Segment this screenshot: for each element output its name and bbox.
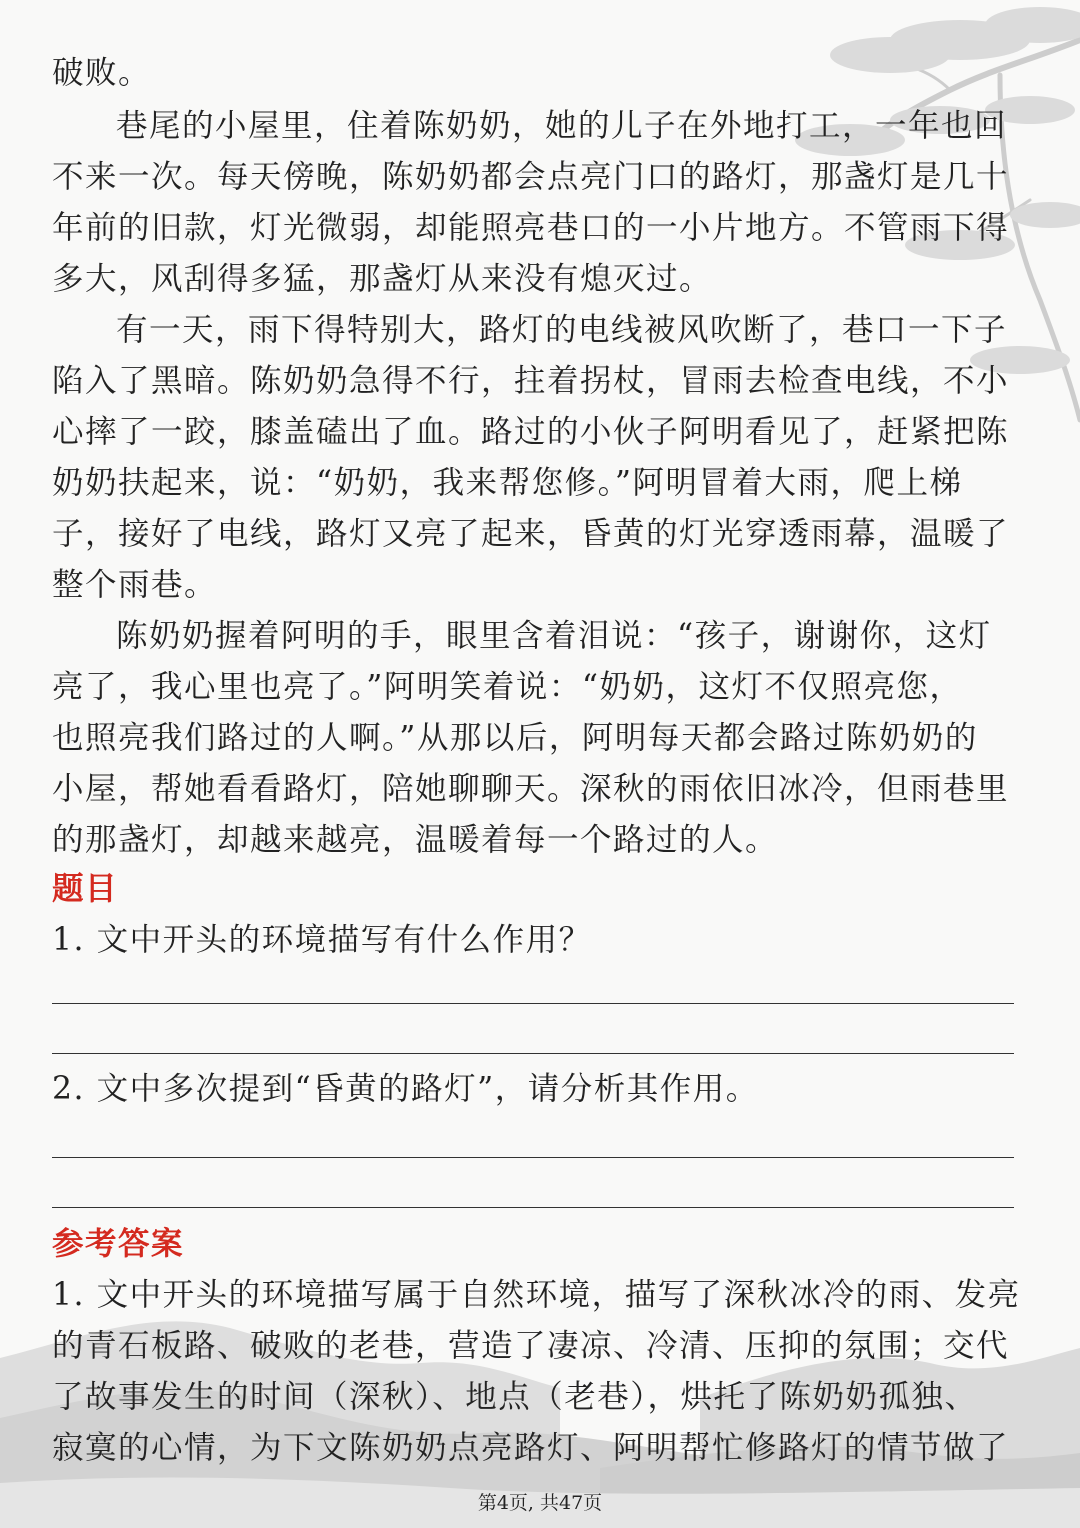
story-line: 有一天，雨下得特别大，路灯的电线被风吹断了，巷口一下子 (116, 312, 1008, 348)
story-line: 奶奶扶起来，说：“奶奶，我来帮您修。”阿明冒着大雨，爬上梯 (52, 465, 963, 501)
story-line: 多大，风刮得多猛，那盏灯从来没有熄灭过。 (52, 261, 713, 297)
answer-line-text: 的青石板路、破败的老巷，营造了凄凉、冷清、压抑的氛围；交代 (52, 1328, 1010, 1364)
story-line: 的那盏灯，却越来越亮，温暖着每一个路过的人。 (52, 822, 779, 858)
answer-line[interactable] (52, 1053, 1014, 1054)
answer-line-text: 1. 文中开头的环境描写属于自然环境，描写了深秋冰冷的雨、发亮 (52, 1277, 1021, 1313)
answer-line[interactable] (52, 1157, 1014, 1158)
story-line: 整个雨巷。 (52, 567, 218, 603)
story-line: 破败。 (52, 55, 152, 91)
questions-heading: 题目 (52, 870, 119, 907)
question-1: 1. 文中开头的环境描写有什么作用？ (52, 922, 592, 958)
story-line: 子，接好了电线，路灯又亮了起来，昏黄的灯光穿透雨幕，温暖了 (52, 516, 1010, 552)
answers-heading: 参考答案 (52, 1225, 185, 1262)
story-line: 陈奶奶握着阿明的手，眼里含着泪说：“孩子，谢谢你，这灯 (116, 618, 992, 654)
story-line: 年前的旧款，灯光微弱，却能照亮巷口的一小片地方。不管雨下得 (52, 210, 1010, 246)
answer-line-text: 寂寞的心情，为下文陈奶奶点亮路灯、阿明帮忙修路灯的情节做了 (52, 1430, 1010, 1466)
answer-line-text: 了故事发生的时间（深秋）、地点（老巷），烘托了陈奶奶孤独、 (52, 1379, 978, 1415)
question-2: 2. 文中多次提到“昏黄的路灯”，请分析其作用。 (52, 1071, 759, 1107)
story-line: 小屋，帮她看看路灯，陪她聊聊天。深秋的雨依旧冰冷，但雨巷里 (52, 771, 1010, 807)
story-line: 陷入了黑暗。陈奶奶急得不行，拄着拐杖，冒雨去检查电线，不小 (52, 363, 1010, 399)
answer-line[interactable] (52, 1003, 1014, 1004)
answer-line[interactable] (52, 1207, 1014, 1208)
story-line: 不来一次。每天傍晚，陈奶奶都会点亮门口的路灯，那盏灯是几十 (52, 159, 1010, 195)
story-line: 心摔了一跤，膝盖磕出了血。路过的小伙子阿明看见了，赶紧把陈 (52, 414, 1010, 450)
page-number: 第4页, 共47页 (477, 1492, 603, 1514)
story-line: 也照亮我们路过的人啊。”从那以后，阿明每天都会路过陈奶奶的 (52, 720, 978, 756)
story-line: 巷尾的小屋里，住着陈奶奶，她的儿子在外地打工，一年也回 (116, 108, 1008, 144)
story-line: 亮了，我心里也亮了。”阿明笑着说：“奶奶，这灯不仅照亮您， (52, 669, 963, 705)
